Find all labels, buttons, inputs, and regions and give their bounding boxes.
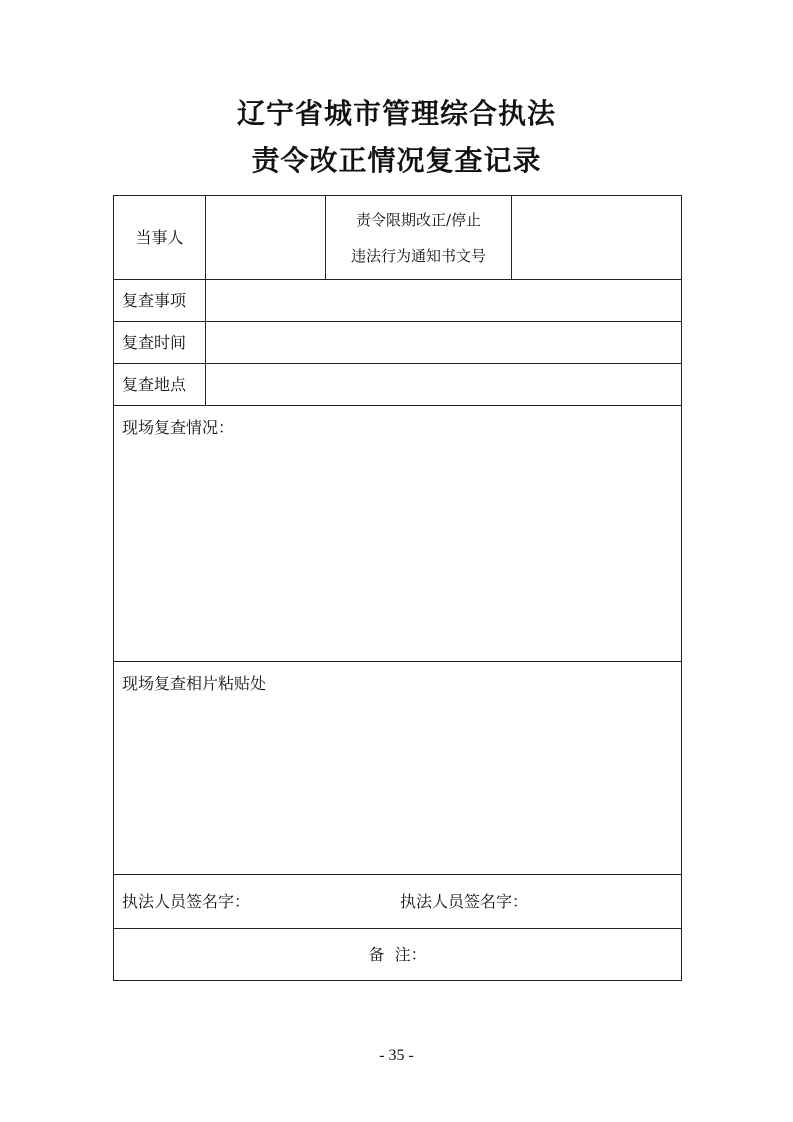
party-value-cell[interactable] bbox=[206, 196, 326, 280]
photo-row bbox=[114, 662, 682, 875]
onsite-review-label: 现场复查情况： bbox=[122, 418, 235, 437]
review-place-value-cell[interactable] bbox=[206, 364, 682, 406]
signature-label-2: 执法人员签名字： bbox=[400, 891, 529, 911]
onsite-review-row bbox=[114, 406, 682, 662]
review-place-row bbox=[114, 364, 682, 406]
photo-label: 现场复查相片粘贴处 bbox=[122, 674, 267, 693]
remarks-row bbox=[114, 929, 682, 981]
review-record-form bbox=[113, 195, 682, 981]
document-title-line-1: 辽宁省城市管理综合执法 bbox=[236, 97, 556, 130]
review-item-label: 复查事项 bbox=[114, 280, 206, 322]
page-number: - 35 - bbox=[379, 1047, 414, 1064]
notice-number-value-cell[interactable] bbox=[512, 196, 682, 280]
party-label: 当事人 bbox=[114, 196, 206, 280]
signature-cell[interactable] bbox=[114, 875, 682, 929]
party-row bbox=[114, 196, 682, 280]
review-item-value-cell[interactable] bbox=[206, 280, 682, 322]
remarks-label: 备 注： bbox=[114, 929, 682, 981]
review-place-label: 复查地点 bbox=[114, 364, 206, 406]
review-time-value-cell[interactable] bbox=[206, 322, 682, 364]
signature-label-1: 执法人员签名字： bbox=[122, 891, 251, 911]
onsite-review-cell[interactable] bbox=[114, 406, 682, 662]
notice-number-label-line-1: 责令限期改正/停止 bbox=[355, 210, 482, 229]
review-time-label: 复查时间 bbox=[114, 322, 206, 364]
notice-number-label-line-2: 违法行为通知书文号 bbox=[350, 246, 486, 265]
signature-row bbox=[114, 875, 682, 929]
photo-cell[interactable] bbox=[114, 662, 682, 875]
review-time-row bbox=[114, 322, 682, 364]
review-item-row bbox=[114, 280, 682, 322]
document-title-line-2: 责令改正情况复查记录 bbox=[251, 144, 542, 177]
notice-number-label bbox=[326, 196, 512, 280]
